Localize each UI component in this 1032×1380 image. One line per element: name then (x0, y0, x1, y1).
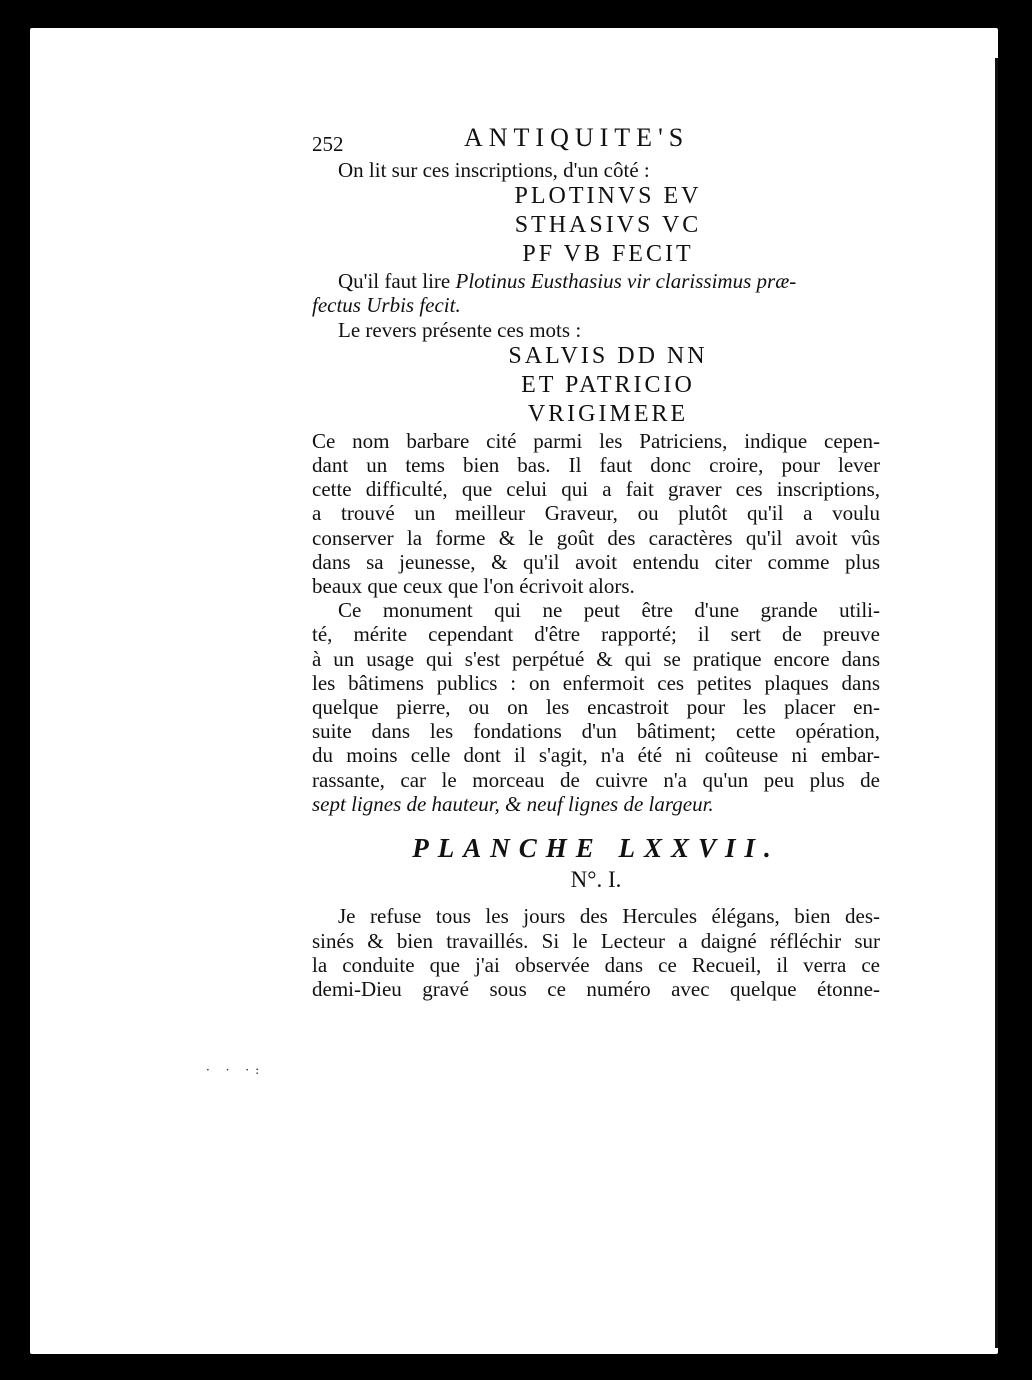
text-line: conserver la forme & le goût des caractères qu'il avoit vûs (312, 525, 880, 550)
inscription-line: VRIGIMERE (527, 400, 689, 427)
text-line: quelque pierre, ou on les encastroit pour les placer en- (312, 695, 880, 720)
text-line: Ce nom barbare cité parmi les Patriciens, indique cepen- (312, 428, 880, 453)
inscription-reverse (336, 342, 880, 429)
text-line: la conduite que j'ai observée dans ce Recueil, il verra ce (312, 952, 880, 977)
inscription-line: SALVIS DD NN (508, 342, 708, 369)
latin-reading-end: fectus Urbis fecit. (312, 293, 461, 318)
paragraph-1 (312, 429, 880, 598)
italic-measure: sept lignes de hauteur, & neuf lignes de largeur. (312, 791, 714, 816)
running-head: ANTIQUITE'S (464, 123, 690, 152)
text-line: du moins celle dont il s'agit, n'a été ni coûteuse ni embar- (312, 743, 880, 768)
text-line: Je refuse tous les jours des Hercules élégans, bien des- (338, 904, 880, 929)
page-header (312, 123, 880, 158)
text-line: On lit sur ces inscriptions, d'un côté : (338, 158, 650, 182)
text-line: les bâtimens publics : on enfermoit ces petites plaques dans (312, 670, 880, 695)
text-line: demi-Dieu gravé sous ce numéro avec quelque étonne- (312, 977, 880, 1002)
paragraph-2 (312, 598, 880, 816)
text-line: dans sa jeunesse, & qu'il avoit entendu citer comme plus (312, 549, 880, 574)
plate-number: N°. I. (570, 867, 622, 893)
text-line (312, 293, 880, 317)
text-line: à un usage qui s'est perpétué & qui se pratique encore dans (312, 646, 880, 671)
text-line: Le revers présente ces mots : (338, 317, 582, 342)
text-line: cette difficulté, que celui qui a fait graver ces inscriptions, (312, 477, 880, 502)
text-line: sinés & bien travaillés. Si le Lecteur a daigné réfléchir sur (312, 928, 880, 953)
inscription-line: STHASIVS VC (514, 212, 702, 239)
plate-heading: PLANCHE LXXVII. (412, 833, 780, 864)
page-number: 252 (312, 132, 344, 156)
text-line: dant un tems bien bas. Il faut donc croire, pour lever (312, 453, 880, 478)
inscription-line: ET PATRICIO (521, 371, 695, 398)
text-line: té, mérite cependant d'être rapporté; il sert de preuve (312, 622, 880, 647)
text-line: Ce monument qui ne peut être d'une grande utili- (338, 598, 880, 623)
text-line-italic (312, 792, 880, 816)
paragraph-3 (312, 904, 880, 1001)
latin-reading: Plotinus Eusthasius vir clarissimus præ- (455, 269, 797, 294)
text-line: suite dans les fondations d'un bâtiment; cette opération, (312, 719, 880, 744)
text-block (312, 123, 880, 1002)
text-line: rassante, car le morceau de cuivre n'a qu'un peu plus de (312, 767, 880, 792)
inscription-line: PF VB FECIT (522, 241, 694, 268)
ink-specks: · · ·: (206, 1063, 266, 1077)
text-line: a trouvé un meilleur Graveur, ou plutôt qu'il a voulu (312, 501, 880, 526)
inscription-line: PLOTINVS EV (514, 183, 702, 210)
text-line: beaux que ceux que l'on écrivoit alors. (312, 574, 635, 599)
reading-intro: Qu'il faut lire (338, 269, 456, 294)
reading-line (312, 269, 880, 293)
page-edge (995, 58, 998, 1348)
inscription-obverse (336, 182, 880, 269)
